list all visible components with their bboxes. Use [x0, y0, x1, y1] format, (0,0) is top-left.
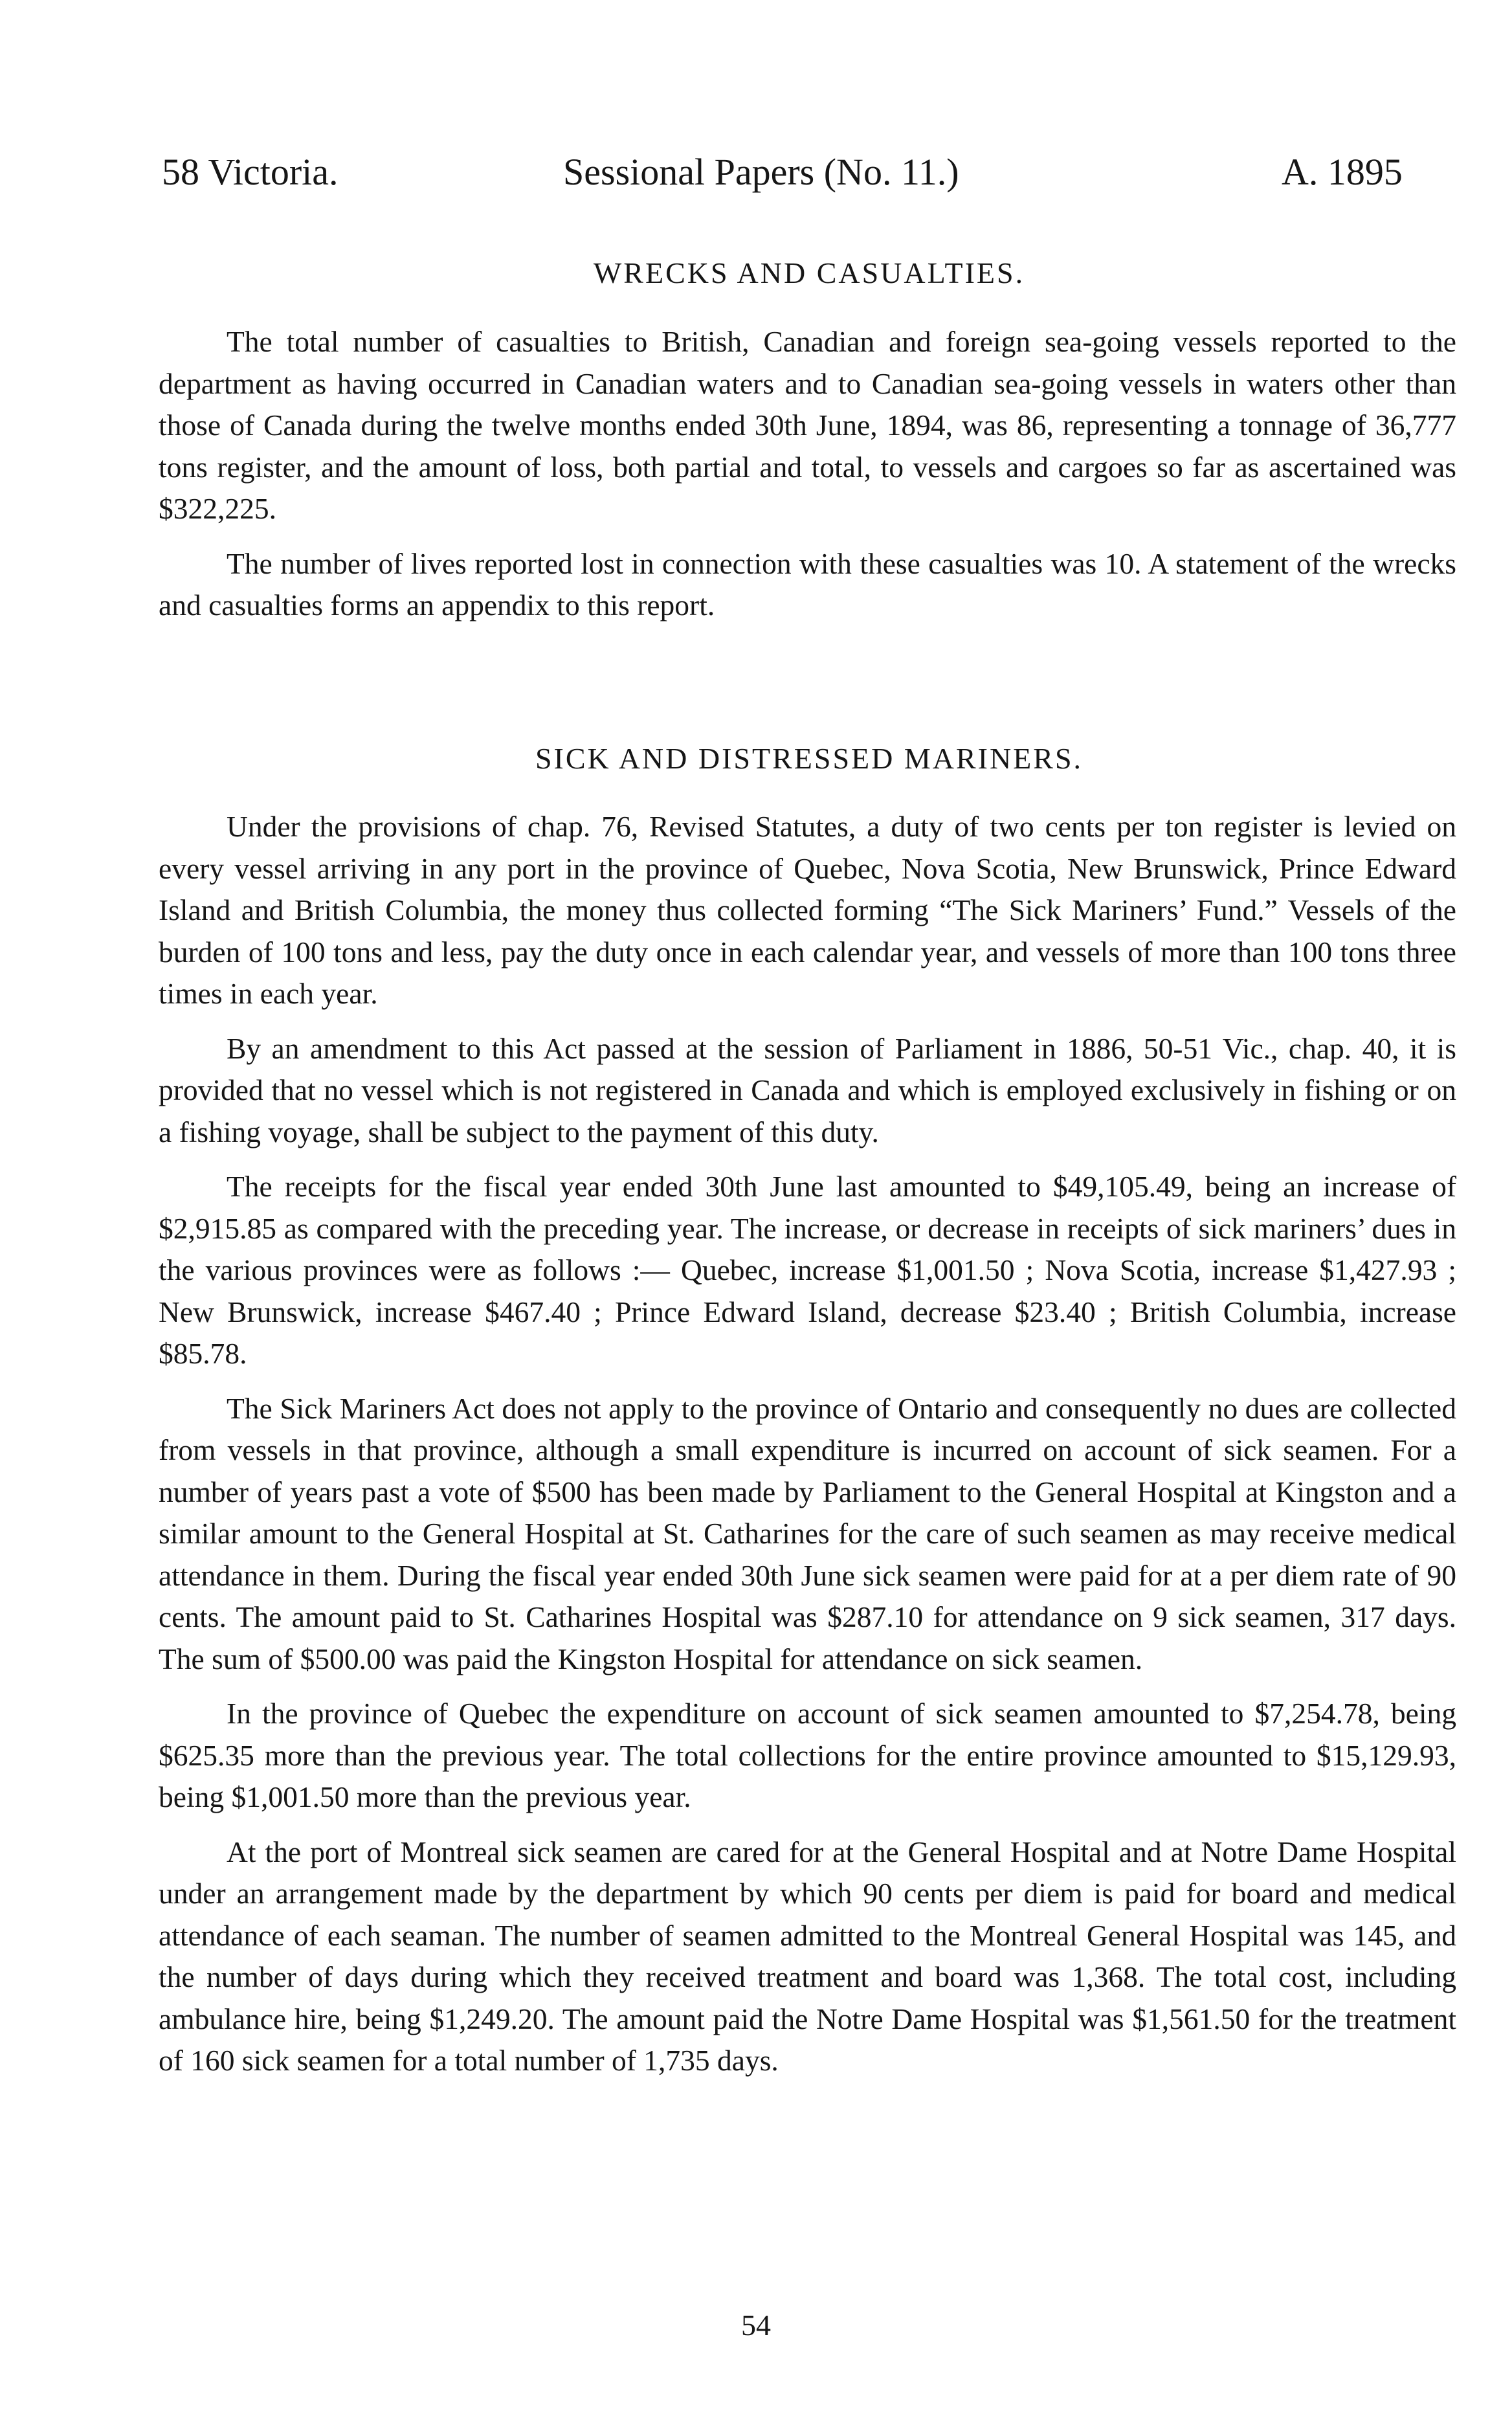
paragraph: By an amendment to this Act passed at the session of Parliament in 1886, 50-51 Vic., chap. 40, it is provided that no vessel which is not registered in Canada and which is employed exclusively in fishing or on a fishing voyage, shall be subject to the payment of this duty. — [159, 1031, 1456, 1148]
header-sessional-papers: Sessional Papers (No. 11.) — [563, 151, 959, 193]
section-title-wrecks: WRECKS AND CASUALTIES. — [593, 256, 1025, 289]
page-number: 54 — [741, 2309, 771, 2342]
paragraph: The total number of casualties to British, Canadian and foreign sea-going vessels reported to the department as having occurred in Canadian waters and to Canadian sea-going vessels in waters other than those of Canada during the twelve months ended 30th June, 1894, was 86, representing a tonnage of 36,777 tons register, and the amount of loss, both partial and total, to vessels and cargoes so far as ascertained was $322,225. — [159, 325, 1456, 525]
running-header — [162, 150, 1456, 202]
paragraph: The Sick Mariners Act does not apply to the province of Ontario and consequently no dues are collected from vessels in that province, although a small expenditure is incurred on account of sick seamen. For a number of years past a vote of $500 has been made by Parliament to the General Hospital at Kingston and a similar amount to the General Hospital at St. Catharines for the care of such seamen as may receive medical attendance in them. During the fiscal year ended 30th June sick seamen were paid for at a per diem rate of 90 cents. The amount paid to St. Catharines Hospital was $287.10 for attendance on 9 sick seamen, 317 days. The sum of $500.00 was paid the Kingston Hospital for attendance on sick seamen. — [159, 1391, 1456, 1675]
header-session: 58 Victoria. — [162, 151, 339, 193]
header-year: A. 1895 — [1282, 151, 1403, 193]
section-body-wrecks — [159, 321, 1456, 640]
paragraph: At the port of Montreal sick seamen are cared for at the General Hospital and at Notre Dame Hospital under an arrangement made by the department by which 90 cents per diem is paid for board and medical attendance of each seaman. The number of seamen admitted to the Montreal General Hospital was 145, and the number of days during which they received treatment and board was 1,368. The total cost, including ambulance hire, being $1,249.20. The amount paid the Notre Dame Hospital was $1,561.50 for the treatment of 160 sick seamen for a total number of 1,735 days. — [159, 1835, 1456, 2077]
section-body-sick-mariners — [159, 806, 1456, 2095]
paragraph: The receipts for the fiscal year ended 30th June last amounted to $49,105.49, being an increase of $2,915.85 as compared with the preceding year. The increase, or decrease in receipts of sick mariners’ dues in the various provinces were as follows :— Quebec, increase $1,001.50 ; Nova Scotia, increase $1,427.93 ; New Brunswick, increase $467.40 ; Prince Edward Island, decrease $23.40 ; British Columbia, increase $85.78. — [159, 1170, 1456, 1370]
section-title-sick-mariners: SICK AND DISTRESSED MARINERS. — [535, 742, 1084, 775]
paragraph: Under the provisions of chap. 76, Revised Statutes, a duty of two cents per ton register is levied on every vessel arriving in any port in the province of Quebec, Nova Scotia, New Brunswick, Prince Edward Island and British Columbia, the money thus collected forming “The Sick Mariners’ Fund.” Vessels of the burden of 100 tons and less, pay the duty once in each calendar year, and vessels of more than 100 tons three times in each year. — [159, 810, 1456, 1010]
paragraph: In the province of Quebec the expenditure on account of sick seamen amounted to $7,254.78, being $625.35 more than the previous year. The total collections for the entire province amounted to $15,129.93, being $1,001.50 more than the previous year. — [159, 1697, 1456, 1813]
paragraph: The number of lives reported lost in connection with these casualties was 10. A statement of the wrecks and casualties forms an appendix to this report. — [159, 546, 1456, 621]
